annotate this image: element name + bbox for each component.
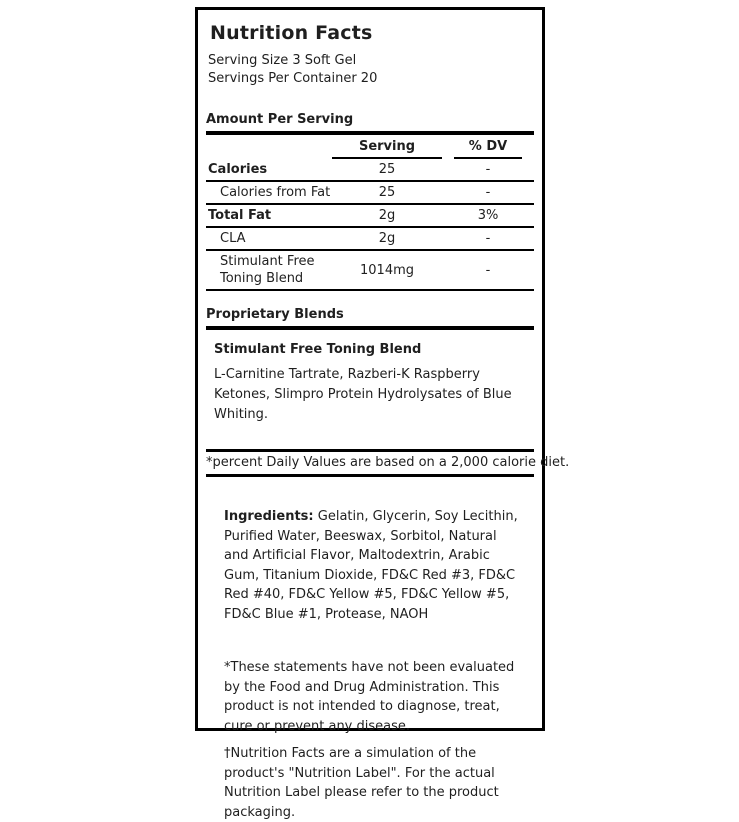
blend-name: Stimulant Free Toning Blend bbox=[214, 342, 422, 357]
table-row-calories bbox=[206, 159, 534, 182]
row-dv-value: - bbox=[485, 231, 491, 246]
row-serving-value: 2g bbox=[378, 208, 396, 223]
row-name: CLA bbox=[220, 231, 246, 246]
row-serving-value: 2g bbox=[378, 231, 396, 246]
table-header-dv: % DV bbox=[454, 137, 522, 159]
row-serving-value: 1014mg bbox=[360, 262, 414, 278]
daily-values-note: *percent Daily Values are based on a 2,000 calorie diet. bbox=[206, 449, 534, 477]
row-dv-value: - bbox=[485, 262, 491, 278]
row-serving-value: 25 bbox=[378, 162, 396, 177]
simulation-note: †Nutrition Facts are a simulation of the product's "Nutrition Label". For the actual Nutrition Label please refer to the product packaging. bbox=[224, 746, 499, 820]
ingredients-paragraph bbox=[224, 507, 522, 624]
serving-size-line: Serving Size 3 Soft Gel bbox=[208, 53, 357, 68]
row-dv-value: 3% bbox=[477, 208, 499, 223]
ingredients-label: Ingredients: bbox=[224, 509, 314, 524]
table-header-serving: Serving bbox=[332, 137, 442, 159]
fda-disclaimer: *These statements have not been evaluated by the Food and Drug Administration. This product is not intended to diagnose, treat, cure or prevent any disease. bbox=[224, 660, 515, 734]
row-name: Total Fat bbox=[208, 208, 272, 223]
ingredients-text: Gelatin, Glycerin, Soy Lecithin, Purified Water, Beeswax, Sorbitol, Natural and Artificial Flavor, Maltodextrin, Arabic Gum, Titanium Dioxide, FD&C Red #3, FD&C Red #40, FD&C Yellow #5, FD&C Yellow #5, FD&C Blue #1, Protease, NAOH bbox=[224, 509, 518, 622]
nutrition-table bbox=[206, 135, 534, 291]
row-serving-value: 25 bbox=[378, 185, 396, 200]
amount-per-serving-heading: Amount Per Serving bbox=[206, 112, 534, 135]
table-row-stimulant-free-toning-blend bbox=[206, 251, 534, 291]
blend-ingredients-text: L-Carnitine Tartrate, Razberi-K Raspberry Ketones, Slimpro Protein Hydrolysates of Blue Whiting. bbox=[214, 367, 512, 422]
table-header-row bbox=[206, 135, 534, 159]
row-dv-value: - bbox=[485, 185, 491, 200]
nutrition-facts-title: Nutrition Facts bbox=[210, 22, 373, 44]
row-dv-value: - bbox=[485, 162, 491, 177]
table-row-cla bbox=[206, 228, 534, 251]
row-name: Stimulant Free Toning Blend bbox=[220, 254, 315, 286]
nutrition-facts-label bbox=[195, 7, 570, 820]
row-name: Calories bbox=[208, 162, 268, 177]
table-row-total-fat bbox=[206, 205, 534, 228]
table-row-calories-from-fat bbox=[206, 182, 534, 205]
servings-per-container-line: Servings Per Container 20 bbox=[208, 71, 378, 86]
row-name: Calories from Fat bbox=[220, 185, 331, 200]
proprietary-blends-heading: Proprietary Blends bbox=[206, 307, 534, 330]
